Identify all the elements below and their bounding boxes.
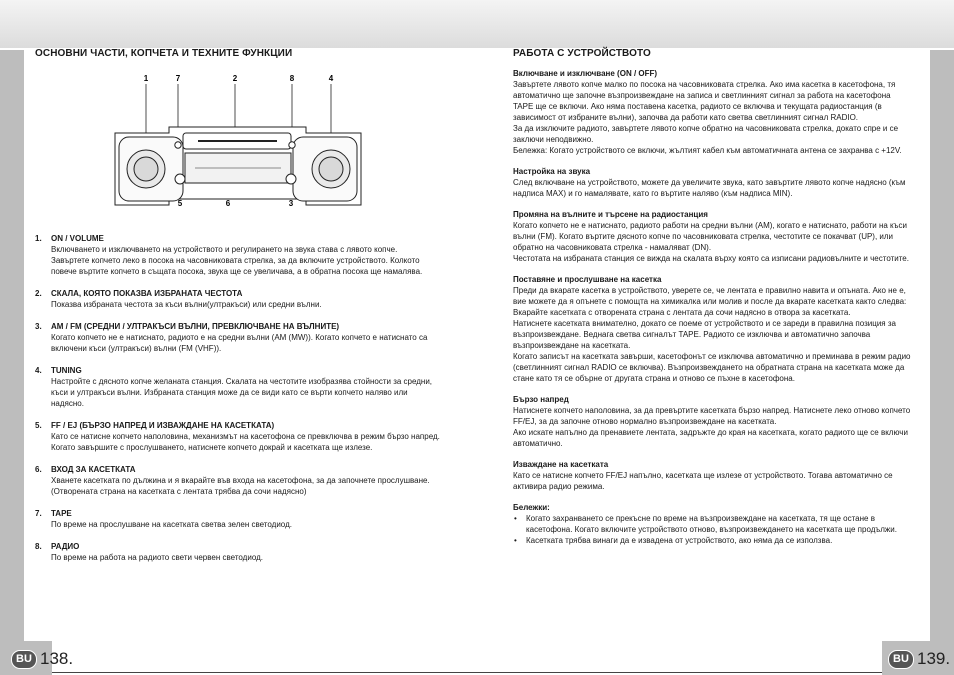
- section-title: Бързо напред: [513, 395, 569, 404]
- page-number: 139.: [917, 649, 951, 668]
- section-body: Натиснете копчето наполовина, за да превъртите касетката бързо напред. Натиснете леко отново копчето FF/EJ, за да започне отново нормално възпроизвеждане на касетката. Ако искате напълно да пренавиете лентата, задръжте до края на касетката, когато радиото ще се включи автоматично.: [513, 406, 911, 448]
- item-number: 3.: [35, 322, 42, 331]
- item-body: По време на работа на радиото свети червен светодиод.: [51, 553, 263, 562]
- item-title: СКАЛА, КОЯТО ПОКАЗВА ИЗБРАНАТА ЧЕСТОТА: [51, 289, 243, 298]
- label-1: 1: [143, 74, 149, 83]
- right-page-badge: [882, 641, 954, 675]
- item-title: TUNING: [51, 366, 82, 375]
- right-page: [513, 40, 913, 556]
- section-volume: [513, 166, 913, 199]
- item-body: Хванете касетката по дължина и я вкарайте във входа на касетофона, за да започнете прослушване. (Отворената страна на касетката с лентата трябва да сочи надясно): [51, 476, 430, 496]
- list-item: [35, 365, 440, 409]
- item-body: Когато копчето не е натиснато, радиото е на средни вълни (AM (MW)). Когато копчето е натиснато са включени къси (ултракъси) вълни (FM (VHF)).: [51, 333, 428, 353]
- list-item: [35, 508, 440, 530]
- list-item: [35, 321, 440, 354]
- item-body: По време на прослушване на касетката светва зелен светодиод.: [51, 520, 292, 529]
- label-6: 6: [225, 199, 231, 208]
- label-7: 7: [175, 74, 181, 83]
- section-title: Изваждане на касетката: [513, 460, 609, 469]
- section-body: Като се натисне копчето FF/EJ напълно, касетката ще излезе от устройството. Тогава автоматично се активира радио режима.: [513, 471, 893, 491]
- language-badge: BU: [11, 650, 37, 669]
- item-number: 1.: [35, 234, 42, 243]
- item-title: РАДИО: [51, 542, 80, 551]
- section-title: Промяна на вълните и търсене на радиостанция: [513, 210, 708, 219]
- label-2: 2: [232, 74, 238, 83]
- item-number: 5.: [35, 421, 42, 430]
- item-body: Включването и изключването на устройството и регулирането на звука става с лявото копче. Завъртете копчето леко в посока на часовниковата стрелка, за да включите устройството. Колкото повече въртите копчето в същата посока, звука ще се увеличава, а в обратна посока ще намалява.: [51, 245, 423, 276]
- item-title: ON / VOLUME: [51, 234, 104, 243]
- page-number: 138.: [40, 649, 74, 668]
- label-4: 4: [328, 74, 334, 83]
- item-body: Като се натисне копчето наполовина, механизмът на касетофона се превключва в режим бързо напред. Когато завършите с прослушването, натиснете копчето докрай и касетката ще излезе.: [51, 432, 440, 452]
- section-title: Включване и изключване (ON / OFF): [513, 69, 658, 78]
- label-3: 3: [288, 199, 294, 208]
- section-band-tuning: [513, 209, 913, 264]
- section-cassette-play: [513, 274, 913, 384]
- parts-list: [35, 233, 440, 563]
- label-8: 8: [289, 74, 295, 83]
- left-page-badge: [0, 641, 74, 675]
- section-body: Когато копчето не е натиснато, радиото работи на средни вълни (AM), когато е натиснато, работи на къси вълни (FM). Когато въртите дясното копче по часовниковата стрелка, честотите се покачват (UP), или обратно на часовниковата стрелка - намаляват (DN). Честотата на избраната станция се вижда на скалата върху която са изписани радиовълните и честотите.: [513, 221, 909, 263]
- label-5: 5: [177, 199, 183, 208]
- notes-list: [513, 513, 913, 546]
- item-title: FF / EJ (БЪРЗО НАПРЕД И ИЗВАЖДАНЕ НА КАСЕТКАТА): [51, 421, 275, 430]
- radio-diagram: [35, 73, 440, 223]
- item-number: 6.: [35, 465, 42, 474]
- item-title: AM / FM (СРЕДНИ / УЛТРАКЪСИ ВЪЛНИ, ПРЕВКЛЮЧВАНЕ НА ВЪЛНИТЕ): [51, 322, 340, 331]
- item-title: ВХОД ЗА КАСЕТКАТА: [51, 465, 136, 474]
- section-eject: [513, 459, 913, 492]
- item-title: TAPE: [51, 509, 72, 518]
- section-body: Преди да вкарате касетка в устройството, уверете се, че лентата е правилно навита и опъната. Ако не е, вие можете да я опънете с помощта на химикалка или молив и после да вкарате касетката както следва: Вкарайте касетката с отворената страна с лентата да сочи надясно в отвора за касетката. Натиснете касетката внимателно, докато се поеме от устройството и се зареди в правилна позиция за възпроизвеждане. Веднага светва сигналът TAPE. Радиото се изключва и автоматично започва възпроизвеждане на касетката. Когато записът на касетката завърши, касетофонът се изключва автоматично и преминава в режим радио (светлинният сигнал RADIO се включва). Възпроизвеждането на обратната страна на касетката може да стане като тя се обърне от другата страна и отново се пъхне в касетофона.: [513, 286, 911, 383]
- left-margin-bar: [0, 50, 24, 675]
- list-item: [35, 233, 440, 277]
- left-page: [35, 40, 440, 574]
- section-body: След включване на устройството, можете да увеличите звука, като завъртите лявото копче надясно (към надписа MAX) и го намалявате, като го въртите наляво (към надписа MIN).: [513, 178, 906, 198]
- section-notes: [513, 502, 913, 546]
- language-badge: BU: [888, 650, 914, 669]
- section-title: Поставяне и прослушване на касетка: [513, 275, 662, 284]
- item-body: Показва избраната честота за къси вълни(ултракъси) или средни вълни.: [51, 300, 322, 309]
- section-fast-forward: [513, 394, 913, 449]
- section-title: Настройка на звука: [513, 167, 591, 176]
- right-margin-bar: [930, 50, 954, 675]
- item-number: 2.: [35, 289, 42, 298]
- right-section-heading: РАБОТА С УСТРОЙСТВОТО: [513, 48, 651, 59]
- item-number: 7.: [35, 509, 42, 518]
- section-on-off: [513, 68, 913, 156]
- list-item: [35, 541, 440, 563]
- left-section-heading: ОСНОВНИ ЧАСТИ, КОПЧЕТА И ТЕХНИТЕ ФУНКЦИИ: [35, 48, 293, 59]
- list-item: • Касетката трябва винаги да е извадена от устройството, ако няма да се използва.: [513, 535, 913, 546]
- list-item: [35, 464, 440, 497]
- radio-front-panel-illustration: [35, 73, 440, 223]
- list-item: [35, 288, 440, 310]
- notes-title: Бележки:: [513, 503, 550, 512]
- item-number: 8.: [35, 542, 42, 551]
- list-item: • Когато захранването се прекъсне по време на възпроизвеждане на касетката, тя ще остане в касетофона. Когато включите устройството отново, възпроизвеждането на касетката ще продължи.: [513, 513, 913, 535]
- bottom-rule: [24, 672, 930, 673]
- section-body: Завъртете лявото копче малко по посока на часовниковата стрелка. Ако има касетка в касетофона, тя автоматично ще започне възпроизвеждане на записа и светлинният сигнал за работа на касетофона TAPE ще се включи. Ако няма поставена касетка, радиото се включва и текущата радиостанция (в зависимост от избраните вълни), започва да работи като светва светлинният сигнал RADIO. За да изключите радиото, завъртете лявото копче обратно на часовниковата стрелка, докато спре и се заключи неподвижно. Бележка: Когато устройството се включи, жълтият кабел към автоматичната антена се захранва с +12V.: [513, 80, 902, 155]
- list-item: [35, 420, 440, 453]
- item-number: 4.: [35, 366, 42, 375]
- item-body: Настройте с дясното копче желаната станция. Скалата на честотите изобразява стойности за средни, къси и ултракъси вълни. Избраната станция може да се види като се върти копчето наляво или надясно.: [51, 377, 433, 408]
